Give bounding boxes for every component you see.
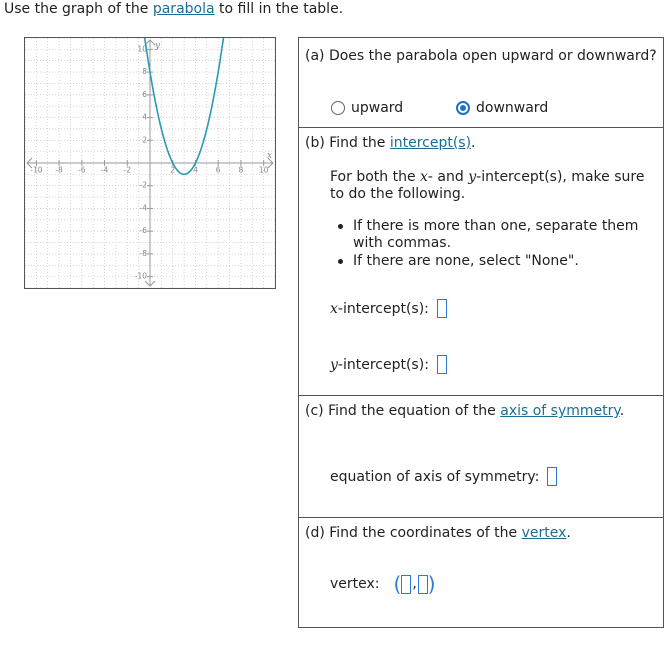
x-tick-label: -2 [123,165,132,175]
y-tick-label: -6 [139,226,147,236]
x-intercept-row [330,299,447,318]
x-intercept-label: -intercept(s): [337,300,429,317]
radio-upward[interactable] [331,100,403,116]
x-intercept-input[interactable] [437,299,447,318]
part-a-panel [298,37,664,128]
y-intercept-row [330,355,447,374]
y-tick-label: 2 [142,135,147,145]
radio-downward[interactable] [456,100,548,116]
y-tick-label: -2 [139,180,147,190]
vertex-row [330,574,436,594]
vertex-label: vertex: [330,576,380,592]
y-tick-label: -4 [139,203,147,213]
y-tick-label: -8 [139,248,147,258]
radio-downward-label: downward [476,100,549,116]
bullet-item: If there are none, select "None". [353,253,659,270]
x-tick-label: 8 [238,165,244,175]
y-intercept-input[interactable] [437,355,447,374]
x-tick-label: -4 [100,165,109,175]
radio-upward-label: upward [351,100,404,116]
x-tick-label: -10 [30,165,43,175]
vertex-comma: , [412,576,417,592]
radio-downward-circle[interactable] [456,101,470,115]
close-paren: ) [427,572,436,596]
vertex-x-input[interactable] [401,575,411,594]
y-axis-label: y [155,41,161,51]
part-c-question: (c) Find the equation of the axis of symmetry. [305,403,625,419]
x-tick-label: 2 [170,165,176,175]
x-axis-label: x [267,151,273,161]
part-b-question: (b) Find the intercept(s). [305,135,476,151]
part-b-bullets [353,218,659,271]
parabola-graph [24,37,276,289]
axis-row [330,467,557,486]
x-tick-label: -8 [55,165,63,175]
graph-svg [25,38,275,288]
vertex-link[interactable]: vertex [521,525,567,541]
axis-input[interactable] [547,467,557,486]
part-b-panel [298,127,664,396]
y-tick-label: 10 [137,44,147,54]
part-c-panel [298,395,664,518]
x-tick-label: -6 [78,165,86,175]
y-tick-label: 6 [142,89,147,99]
part-d-question: (d) Find the coordinates of the vertex. [305,525,571,541]
x-tick-label: 10 [258,165,269,175]
x-var: x [330,300,338,317]
y-tick-label: 4 [142,112,147,122]
axis-label: equation of axis of symmetry: [330,468,540,485]
y-var: y [330,356,338,373]
parabola-link[interactable]: parabola [152,1,215,17]
radio-upward-circle[interactable] [331,101,345,115]
part-a-question: (a) Does the parabola open upward or downward? [305,48,657,64]
intercepts-link[interactable]: intercept(s) [389,135,472,151]
axis-of-symmetry-link[interactable]: axis of symmetry [500,403,620,419]
y-intercept-label: -intercept(s): [337,356,429,373]
open-paren: ( [393,572,402,596]
part-d-panel [298,517,664,628]
x-tick-label: 6 [215,165,221,175]
bullet-item: If there is more than one, separate them with commas. [353,218,659,252]
vertex-y-input[interactable] [418,575,428,594]
part-b-instructions: For both the x- and y-intercept(s), make sure to do the following. [330,169,645,202]
y-tick-label: 8 [142,67,147,77]
y-tick-label: -10 [134,271,147,281]
x-tick-label: 4 [193,165,198,175]
instruction: Use the graph of the parabola to fill in the table. [4,1,344,17]
